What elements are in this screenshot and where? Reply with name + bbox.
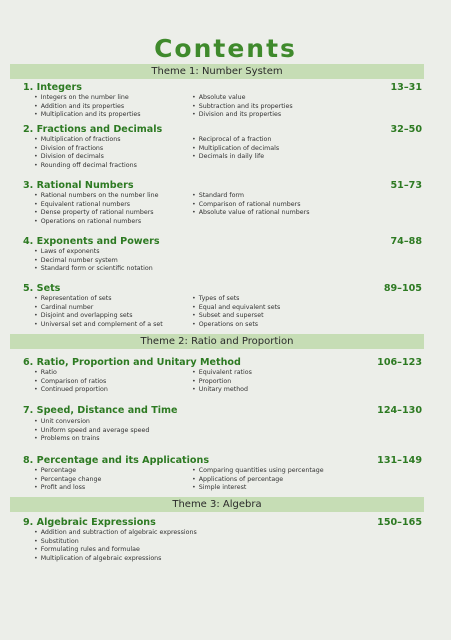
topic-item: • Rounding off decimal fractions — [34, 162, 137, 171]
chapter-8-topics-right — [192, 467, 324, 493]
topic-item: • Percentage — [34, 467, 101, 476]
topic-item: • Absolute value of rational numbers — [192, 209, 310, 218]
chapter-5-topics-right — [192, 295, 280, 329]
topic-item: • Subtraction and its properties — [192, 103, 293, 112]
topic-item: • Unit conversion — [34, 418, 149, 427]
chapter-title-6: 6. Ratio, Proportion and Unitary Method — [23, 357, 241, 368]
page-title: Contents — [154, 34, 297, 63]
chapter-1-topics-left — [34, 94, 140, 120]
topic-item: • Reciprocal of a fraction — [192, 136, 279, 145]
topic-item: • Unitary method — [192, 386, 252, 395]
topic-item: • Equal and equivalent sets — [192, 304, 280, 313]
chapter-title-7: 7. Speed, Distance and Time — [23, 405, 178, 416]
chapter-4-topics-left — [34, 248, 153, 274]
chapter-7-topics-left — [34, 418, 149, 444]
chapter-2-topics-left — [34, 136, 137, 170]
chapter-6-topics-left — [34, 369, 108, 395]
topic-item: • Multiplication of algebraic expressions — [34, 555, 197, 564]
chapter-pages-1: 13–31 — [390, 82, 422, 93]
chapter-title-2: 2. Fractions and Decimals — [23, 124, 163, 135]
topic-item: • Decimals in daily life — [192, 153, 279, 162]
topic-item: • Ratio — [34, 369, 108, 378]
topic-item: • Substitution — [34, 538, 197, 547]
chapter-2-topics-right — [192, 136, 279, 162]
chapter-title-8: 8. Percentage and its Applications — [23, 455, 210, 466]
topic-item: • Addition and subtraction of algebraic expressions — [34, 529, 197, 538]
chapter-5-topics-left — [34, 295, 163, 329]
topic-item: • Cardinal number — [34, 304, 163, 313]
chapter-1-topics-right — [192, 94, 293, 120]
topic-item: • Dense property of rational numbers — [34, 209, 158, 218]
topic-item: • Subset and superset — [192, 312, 280, 321]
topic-item: • Comparing quantities using percentage — [192, 467, 324, 476]
topic-item: • Decimal number system — [34, 257, 153, 266]
chapter-pages-3: 51–73 — [390, 180, 422, 191]
topic-item: • Integers on the number line — [34, 94, 140, 103]
chapter-pages-9: 150–165 — [377, 517, 422, 528]
chapter-6-topics-right — [192, 369, 252, 395]
topic-item: • Equivalent ratios — [192, 369, 252, 378]
topic-item: • Standard form — [192, 192, 310, 201]
topic-item: • Types of sets — [192, 295, 280, 304]
topic-item: • Laws of exponents — [34, 248, 153, 257]
topic-item: • Universal set and complement of a set — [34, 321, 163, 330]
topic-item: • Division of fractions — [34, 145, 137, 154]
topic-item: • Problems on trains — [34, 435, 149, 444]
topic-item: • Multiplication of decimals — [192, 145, 279, 154]
topic-item: • Formulating rules and formulae — [34, 546, 197, 555]
chapter-9-topics-left — [34, 529, 197, 563]
topic-item: • Disjoint and overlapping sets — [34, 312, 163, 321]
topic-item: • Comparison of rational numbers — [192, 201, 310, 210]
topic-item: • Operations on rational numbers — [34, 218, 158, 227]
chapter-title-1: 1. Integers — [23, 82, 82, 93]
topic-item: • Simple interest — [192, 484, 324, 493]
chapter-3-topics-left — [34, 192, 158, 226]
topic-item: • Multiplication and its properties — [34, 111, 140, 120]
topic-item: • Absolute value — [192, 94, 293, 103]
theme-header-3: Theme 3: Algebra — [10, 497, 424, 512]
topic-item: • Rational numbers on the number line — [34, 192, 158, 201]
topic-item: • Percentage change — [34, 476, 101, 485]
topic-item: • Proportion — [192, 378, 252, 387]
chapter-pages-7: 124–130 — [377, 405, 422, 416]
topic-item: • Applications of percentage — [192, 476, 324, 485]
chapter-pages-4: 74–88 — [390, 236, 422, 247]
topic-item: • Operations on sets — [192, 321, 280, 330]
chapter-3-topics-right — [192, 192, 310, 218]
chapter-title-3: 3. Rational Numbers — [23, 180, 134, 191]
theme-header-1: Theme 1: Number System — [10, 64, 424, 79]
topic-item: • Division of decimals — [34, 153, 137, 162]
topic-item: • Multiplication of fractions — [34, 136, 137, 145]
topic-item: • Equivalent rational numbers — [34, 201, 158, 210]
topic-item: • Uniform speed and average speed — [34, 427, 149, 436]
chapter-title-5: 5. Sets — [23, 283, 61, 294]
topic-item: • Division and its properties — [192, 111, 293, 120]
topic-item: • Standard form or scientific notation — [34, 265, 153, 274]
topic-item: • Continued proportion — [34, 386, 108, 395]
topic-item: • Representation of sets — [34, 295, 163, 304]
chapter-pages-6: 106–123 — [377, 357, 422, 368]
chapter-pages-2: 32–50 — [390, 124, 422, 135]
topic-item: • Profit and loss — [34, 484, 101, 493]
chapter-8-topics-left — [34, 467, 101, 493]
theme-header-2: Theme 2: Ratio and Proportion — [10, 334, 424, 349]
chapter-pages-8: 131–149 — [377, 455, 422, 466]
topic-item: • Comparison of ratios — [34, 378, 108, 387]
chapter-title-4: 4. Exponents and Powers — [23, 236, 160, 247]
topic-item: • Addition and its properties — [34, 103, 140, 112]
chapter-title-9: 9. Algebraic Expressions — [23, 517, 156, 528]
chapter-pages-5: 89–105 — [383, 283, 422, 294]
